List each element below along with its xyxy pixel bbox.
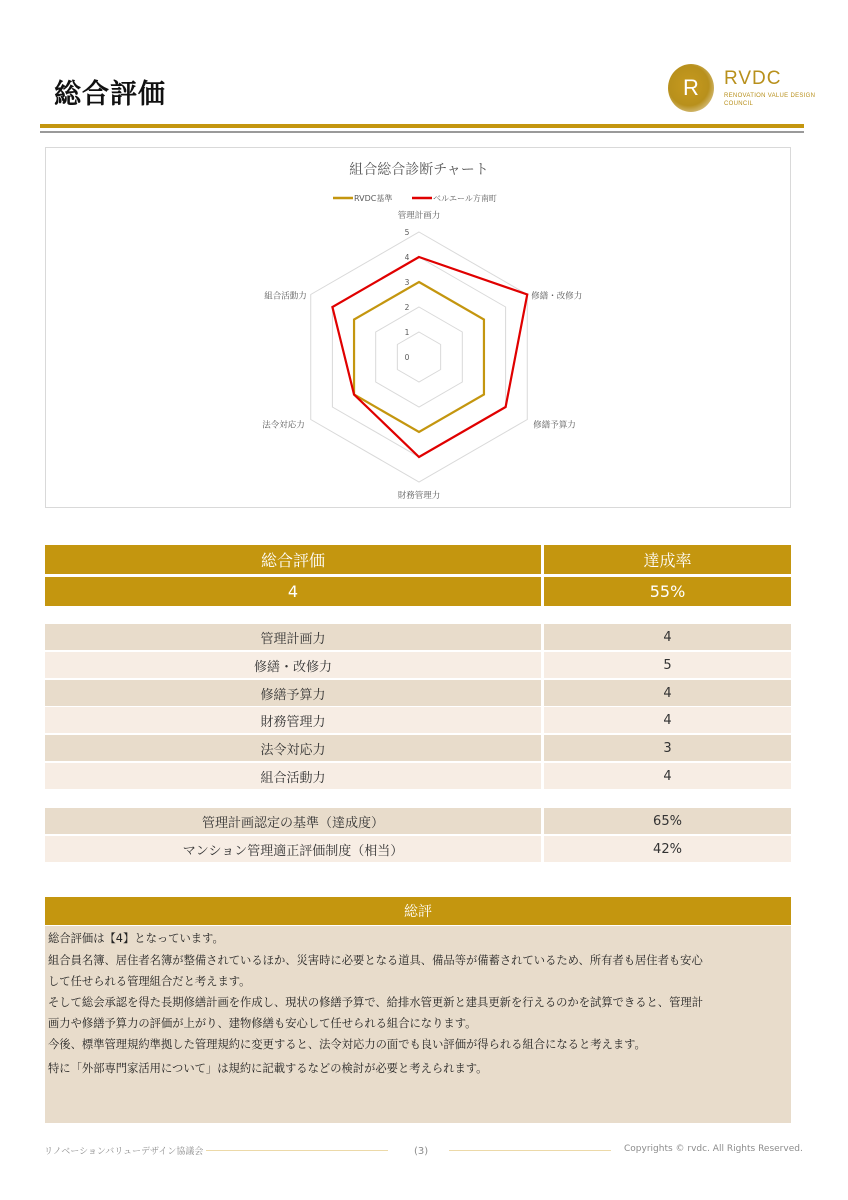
- review-line: 総合評価は【4】となっています。: [48, 932, 224, 945]
- score-value: 5: [544, 652, 791, 678]
- legend-label: RVDC基準: [354, 194, 393, 203]
- score-value: 4: [544, 763, 791, 789]
- footer-copyright: Copyrights © rvdc. All Rights Reserved.: [624, 1144, 803, 1154]
- table-row: [45, 680, 791, 706]
- review-line: して任せられる管理組合だと考えます。: [48, 975, 251, 988]
- grid-ring: [332, 257, 505, 457]
- axis-tick: 1: [404, 328, 410, 337]
- overall-rate-value: 55%: [544, 577, 791, 606]
- page-title: 総合評価: [54, 79, 166, 110]
- review-line: 組合員名簿、居住者名簿が整備されているほか、災害時に必要となる道具、備品等が備蓄されているため、所有者も居住者も安心: [48, 954, 703, 967]
- score-label: 修繕・改修力: [45, 652, 541, 678]
- table-row: [45, 836, 791, 862]
- score-value: 3: [544, 735, 791, 761]
- chart-title: 組合総合診断チャート: [349, 162, 489, 178]
- logo-subtitle-line2: COUNCIL: [724, 101, 754, 107]
- score-label: 財務管理力: [45, 707, 541, 733]
- logo-subtitle: [724, 92, 815, 108]
- overall-header-rate: 達成率: [544, 545, 791, 574]
- axis-tick: 4: [404, 253, 410, 262]
- score-label: 組合活動力: [45, 763, 541, 789]
- logo-name: RVDC: [724, 68, 782, 89]
- legend-label: ベルエール方南町: [433, 194, 497, 203]
- logo-subtitle-line1: RENOVATION VALUE DESIGN: [724, 93, 816, 99]
- overall-table: [45, 545, 791, 607]
- axis-tick: 5: [404, 228, 410, 237]
- review-heading: 総評: [45, 897, 791, 925]
- score-value: 4: [544, 707, 791, 733]
- score-label: 修繕予算力: [45, 680, 541, 706]
- axis-tick: 2: [404, 303, 410, 312]
- grid-ring: [376, 307, 463, 407]
- table-row: [45, 763, 791, 789]
- footer-divider-left: [206, 1150, 388, 1151]
- series-line: [354, 282, 484, 432]
- overall-value-row: [45, 577, 791, 606]
- table-row: [45, 652, 791, 678]
- review-line: そして総会承認を得た長期修繕計画を作成し、現状の修繕予算で、給排水管更新と建具更新を行えるのかを試算できると、管理計: [48, 996, 703, 1009]
- footer-organization: リノベーションバリューデザイン協議会: [44, 1147, 204, 1157]
- score-label: 管理計画力: [45, 624, 541, 650]
- category-label: 法令対応力: [262, 420, 305, 431]
- review-line: 今後、標準管理規約準拠した管理規約に変更すると、法令対応力の面でも良い評価が得られる組合になると考えます。: [48, 1038, 646, 1051]
- overall-header-score: 総合評価: [45, 545, 541, 574]
- review-line: 特に「外部専門家活用について」は規約に記載するなどの検討が必要と考えられます。: [48, 1062, 488, 1075]
- category-label: 管理計画力: [397, 211, 441, 221]
- standard-label: マンション管理適正評価制度（相当）: [45, 836, 541, 862]
- header-rule-gray: [40, 131, 804, 133]
- overall-header-row: [45, 545, 791, 574]
- page-number: (3): [414, 1146, 429, 1157]
- grid-ring: [311, 232, 528, 482]
- table-row: [45, 624, 791, 650]
- axis-tick: 0: [404, 353, 410, 362]
- scores-table: [45, 624, 791, 790]
- table-row: [45, 808, 791, 834]
- rvdc-logo: [668, 60, 818, 118]
- review-body: [45, 926, 791, 1123]
- standards-table: [45, 808, 791, 862]
- footer-divider-right: [449, 1150, 611, 1151]
- table-row: [45, 707, 791, 733]
- radar-chart-svg: [46, 148, 790, 507]
- category-label: 修繕予算力: [533, 420, 576, 431]
- axis-tick: 3: [404, 278, 410, 287]
- standard-value: 65%: [544, 808, 791, 834]
- category-label: 修繕・改修力: [531, 291, 583, 302]
- overall-score-value: 4: [45, 577, 541, 606]
- table-row: [45, 735, 791, 761]
- score-label: 法令対応力: [45, 735, 541, 761]
- header-rule-gold: [40, 124, 804, 128]
- standard-label: 管理計画認定の基準（達成度）: [45, 808, 541, 834]
- review-line: 画力や修繕予算力の評価が上がり、建物修繕も安心して任せられる組合になります。: [48, 1017, 477, 1030]
- score-value: 4: [544, 680, 791, 706]
- score-value: 4: [544, 624, 791, 650]
- standard-value: 42%: [544, 836, 791, 862]
- category-label: 財務管理力: [397, 491, 441, 501]
- logo-letter: R: [683, 75, 699, 100]
- radar-chart: [45, 147, 791, 508]
- grid-ring: [354, 282, 484, 432]
- category-label: 組合活動力: [264, 291, 307, 302]
